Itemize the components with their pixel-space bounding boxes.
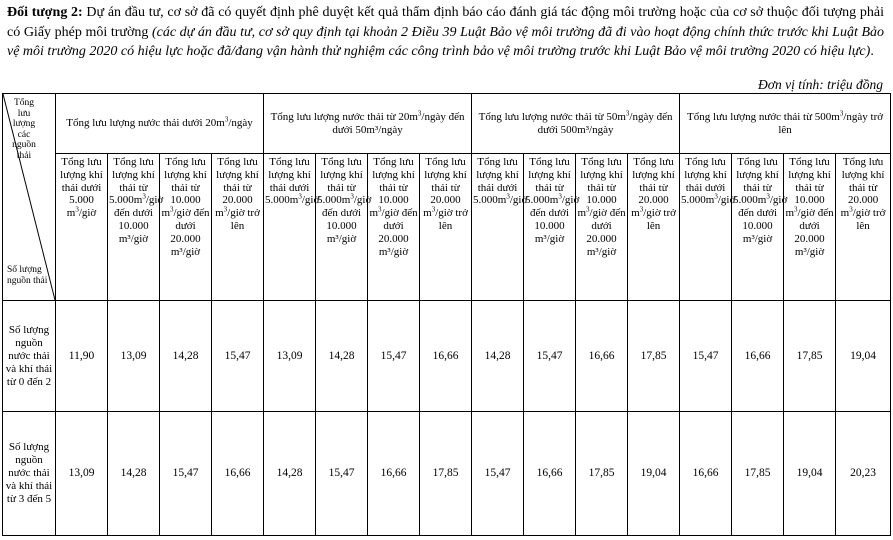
header-text: Tổng lưu lượng khí thải từ 20.000 m xyxy=(840,156,885,220)
intro-paragraph xyxy=(7,3,884,62)
header-text: /giờ đến dưới 20.000 m³/giờ xyxy=(794,207,834,258)
header-text: Tổng lưu lượng khí thải từ 5.000m xyxy=(109,156,155,207)
fee-value: 14,28 xyxy=(264,412,316,536)
sub-header xyxy=(212,154,264,301)
table-body xyxy=(3,94,891,536)
superscript: 3 xyxy=(75,205,79,214)
superscript: 3 xyxy=(506,192,510,201)
header-text: Tổng lưu lượng khí thải dưới 5.000 m xyxy=(60,156,103,220)
superscript: 3 xyxy=(639,205,644,214)
superscript: 3 xyxy=(378,205,382,214)
header-text: /giờ đến dưới 20.000 m³/giờ xyxy=(378,207,418,258)
superscript: 3 xyxy=(714,192,718,201)
sub-header xyxy=(316,154,372,301)
fee-value: 19,04 xyxy=(784,412,836,536)
header-text: /giờ trở lên xyxy=(852,207,886,232)
header-text: Tổng lưu lượng nước thải từ 500m xyxy=(687,110,840,123)
fee-value: 16,66 xyxy=(420,301,472,412)
fee-value: 19,04 xyxy=(836,301,891,412)
fee-value: 13,09 xyxy=(264,301,316,412)
sub-header xyxy=(368,154,420,301)
header-text: Tổng lưu lượng khí thải từ 10.000 m xyxy=(369,156,415,220)
corner-top-label: Tổng lưu lượng các nguồn thải xyxy=(12,98,36,161)
sub-header xyxy=(576,154,628,301)
group-header xyxy=(472,94,680,154)
header-text: /giờ xyxy=(509,194,528,207)
superscript: 3 xyxy=(350,192,354,201)
header-text: Tổng lưu lượng khí thải từ 20.000 m xyxy=(423,156,467,220)
sub-header xyxy=(836,154,891,301)
superscript: 3 xyxy=(558,192,562,201)
superscript: 3 xyxy=(170,205,174,214)
fee-value: 11,90 xyxy=(56,301,108,412)
row-label: Số lượng nguồn nước thải và khí thải từ 0 đến 2 xyxy=(3,301,56,412)
header-text: /giờ trở lên xyxy=(435,207,468,232)
header-text: Tổng lưu lượng khí thải từ 5.000m xyxy=(733,156,779,207)
header-text: Tổng lưu lượng khí thải từ 10.000 m xyxy=(161,156,207,220)
fee-value: 20,23 xyxy=(836,412,891,536)
intro-tail: . xyxy=(870,44,874,59)
superscript: 3 xyxy=(223,205,228,214)
fee-value: 15,47 xyxy=(368,301,420,412)
fee-value: 15,47 xyxy=(472,412,524,536)
fee-value: 15,47 xyxy=(316,412,368,536)
fee-value: 17,85 xyxy=(576,412,628,536)
header-text: Tổng lưu lượng khí thải dưới 5.000m xyxy=(681,156,727,207)
fee-value: 16,66 xyxy=(576,301,628,412)
fee-table xyxy=(2,93,891,536)
fee-value: 14,28 xyxy=(472,301,524,412)
fee-value: 14,28 xyxy=(108,412,160,536)
intro-text: Dự án đầu tư, cơ sở đã có quyết định phê duyệt kết quả thẩm định báo cáo đánh giá tác động môi trường hoặc của cơ sở thuộc đối tượng phải có Giấy phép môi trường xyxy=(7,5,884,40)
header-text: /giờ đến dưới 20.000 m³/giờ xyxy=(170,207,210,258)
superscript: 3 xyxy=(431,205,436,214)
fee-value: 17,85 xyxy=(732,412,784,536)
fee-value: 15,47 xyxy=(680,301,732,412)
header-text: /giờ đến dưới 10.000 m³/giờ xyxy=(322,194,372,245)
header-text: /ngày trở lên xyxy=(778,110,884,136)
sub-header xyxy=(784,154,836,301)
superscript: 3 xyxy=(298,192,302,201)
fee-value: 16,66 xyxy=(732,301,784,412)
superscript: 3 xyxy=(417,109,422,118)
header-text: /giờ xyxy=(78,207,97,220)
sub-header xyxy=(680,154,736,301)
fee-value: 13,09 xyxy=(56,412,108,536)
sub-header xyxy=(264,154,320,301)
table-row xyxy=(3,412,891,536)
corner-bottom-label: Số lượng nguồn thải xyxy=(7,265,48,286)
sub-header xyxy=(108,154,164,301)
fee-value: 16,66 xyxy=(680,412,732,536)
header-text: /giờ đến dưới 20.000 m³/giờ xyxy=(586,207,626,258)
intro-label: Đối tượng 2: xyxy=(7,5,83,20)
sub-header xyxy=(524,154,580,301)
header-text: Tổng lưu lượng khí thải dưới 5.000m xyxy=(265,156,311,207)
group-header xyxy=(56,94,264,154)
group-header xyxy=(680,94,891,154)
header-text: /giờ đến dưới 10.000 m³/giờ xyxy=(530,194,580,245)
row-label: Số lượng nguồn nước thải và khí thải từ 3 đến 5 xyxy=(3,412,56,536)
header-text: /giờ đến dưới 10.000 m³/giờ xyxy=(114,194,164,245)
sub-header xyxy=(420,154,472,301)
header-text: Tổng lưu lượng khí thải từ 5.000m xyxy=(317,156,363,207)
fee-value: 15,47 xyxy=(160,412,212,536)
intro-italic: (các dự án đầu tư, cơ sở quy định tại khoản 2 Điều 39 Luật Bảo vệ môi trường đã đi vào hoạt động chính thức trước khi Luật Bảo vệ môi trường 2020 có hiệu lực hoặc đã/đang vận hành thử nghiệm các công trình bảo vệ môi trường trước khi Luật Bảo vệ môi trường 2020 có hiệu lực) xyxy=(7,24,885,59)
fee-value: 16,66 xyxy=(212,412,264,536)
fee-value: 17,85 xyxy=(420,412,472,536)
fee-value: 15,47 xyxy=(212,301,264,412)
sub-header xyxy=(160,154,212,301)
fee-value: 15,47 xyxy=(524,301,576,412)
sub-header xyxy=(56,154,108,301)
header-text: Tổng lưu lượng nước thải từ 20m xyxy=(270,110,418,123)
fee-value: 14,28 xyxy=(316,301,368,412)
header-text: Tổng lưu lượng khí thải từ 5.000m xyxy=(525,156,571,207)
header-text: /giờ trở lên xyxy=(227,207,260,232)
header-text: Tổng lưu lượng nước thải từ 50m xyxy=(478,110,626,123)
sub-header xyxy=(732,154,788,301)
header-text: /ngày xyxy=(228,117,253,130)
fee-value: 16,66 xyxy=(368,412,420,536)
fee-value: 19,04 xyxy=(628,412,680,536)
superscript: 3 xyxy=(766,192,770,201)
fee-value: 13,09 xyxy=(108,301,160,412)
header-text: /giờ đến dưới 10.000 m³/giờ xyxy=(738,194,788,245)
header-text: Tổng lưu lượng khí thải từ 10.000 m xyxy=(785,156,831,220)
sub-header xyxy=(628,154,680,301)
header-text: Tổng lưu lượng khí thải dưới 5.000m xyxy=(473,156,519,207)
fee-value: 16,66 xyxy=(524,412,576,536)
superscript: 3 xyxy=(839,109,844,118)
header-text: /ngày đến dưới 500m³/ngày xyxy=(537,110,673,136)
header-text: Tổng lưu lượng khí thải từ 10.000 m xyxy=(577,156,623,220)
header-text: /ngày đến dưới 50m³/ngày xyxy=(332,110,465,136)
header-text: Tổng lưu lượng nước thải dưới 20m xyxy=(66,117,225,130)
group-header xyxy=(264,94,472,154)
fee-value: 17,85 xyxy=(628,301,680,412)
superscript: 3 xyxy=(586,205,590,214)
header-text: /giờ trở lên xyxy=(643,207,676,232)
superscript: 3 xyxy=(224,115,229,124)
fee-value: 17,85 xyxy=(784,301,836,412)
superscript: 3 xyxy=(625,109,630,118)
superscript: 3 xyxy=(142,192,146,201)
table-row xyxy=(3,301,891,412)
header-text: Tổng lưu lượng khí thải từ 20.000 m xyxy=(631,156,675,220)
unit-note: Đơn vị tính: triệu đồng xyxy=(758,77,883,92)
sub-header xyxy=(472,154,528,301)
header-text: /giờ xyxy=(301,194,320,207)
fee-value: 14,28 xyxy=(160,301,212,412)
header-text: /giờ xyxy=(717,194,736,207)
superscript: 3 xyxy=(794,205,798,214)
header-text: Tổng lưu lượng khí thải từ 20.000 m xyxy=(215,156,259,220)
superscript: 3 xyxy=(849,205,853,214)
corner-cell xyxy=(3,94,56,301)
